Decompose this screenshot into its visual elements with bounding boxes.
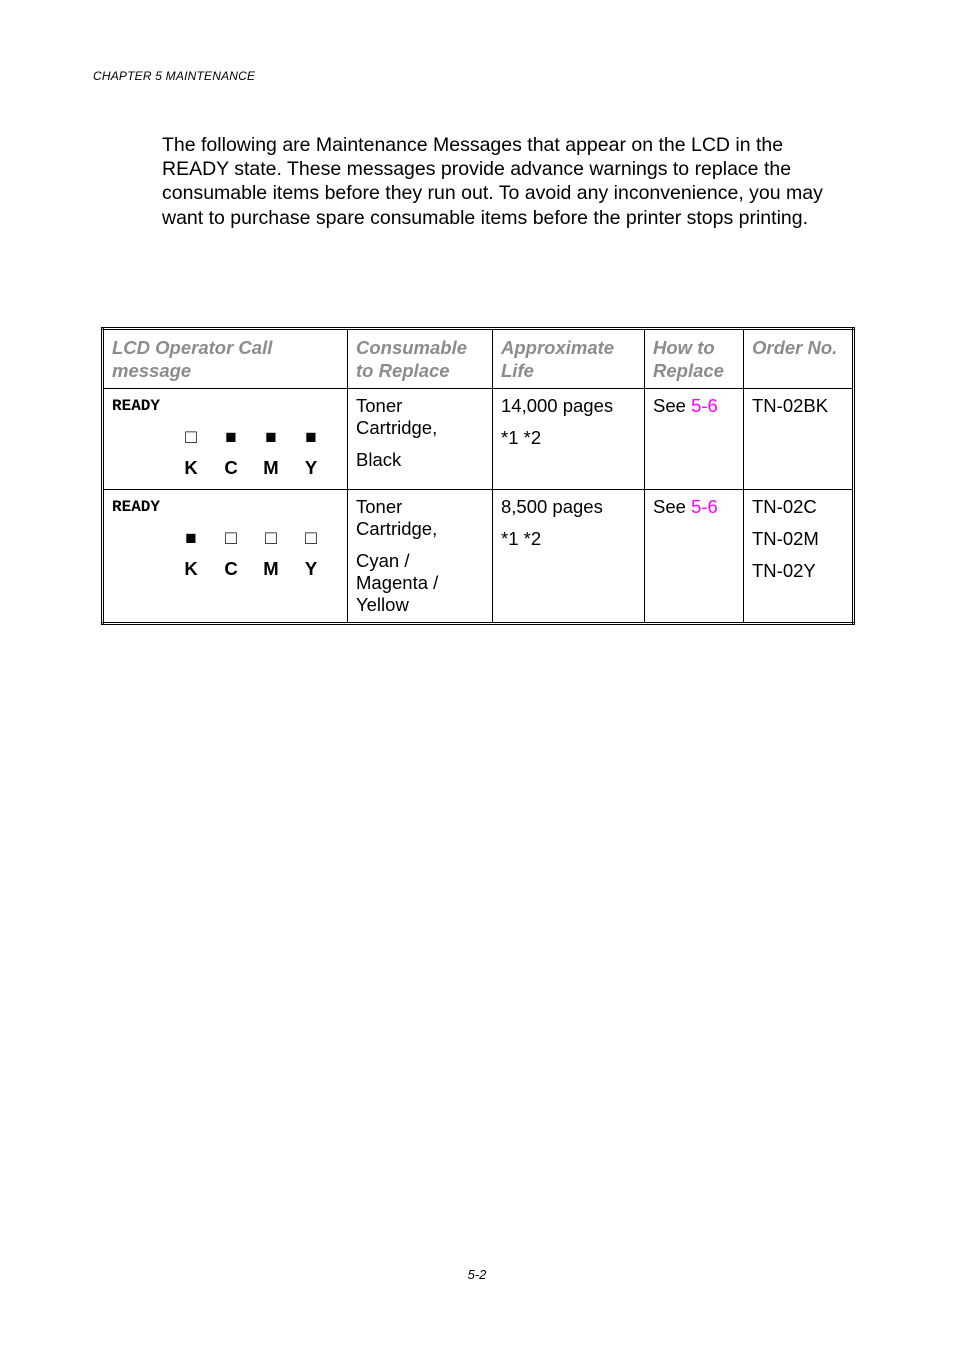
order-number: TN-02BK: [752, 395, 829, 416]
life-pages: 14,000 pages: [501, 395, 614, 416]
header-approximate-life: Approximate Life: [493, 329, 645, 389]
table-row: [103, 490, 854, 624]
letter-y: Y: [304, 457, 318, 478]
order-no-cell: [744, 490, 854, 624]
how-to-replace-cell: [645, 389, 744, 490]
letter-m: M: [263, 558, 279, 579]
letter-y: Y: [304, 558, 318, 579]
lcd-message-cell: [103, 389, 348, 490]
letter-c: C: [224, 457, 238, 478]
how-to-replace-cell: [645, 490, 744, 624]
order-number: TN-02Y: [752, 560, 816, 581]
toner-k-indicator: □: [185, 427, 197, 448]
header-consumable: Consumable to Replace: [348, 329, 493, 389]
toner-y-indicator: ■: [305, 427, 317, 448]
consumable-cell: [348, 389, 493, 490]
consumable-cell: [348, 490, 493, 624]
intro-paragraph: The following are Maintenance Messages that appear on the LCD in the READY state. These messages provide advance warnings to replace the consumable items before they run out. To avoid any inconvenience, you may want to purchase spare consumable items before the printer stops printing.: [162, 134, 823, 229]
toner-k-indicator: ■: [185, 528, 197, 549]
order-number: TN-02M: [752, 528, 819, 549]
life-cell: [493, 389, 645, 490]
toner-letters: [112, 453, 339, 483]
toner-m-indicator: ■: [265, 427, 277, 448]
page-link[interactable]: 5-6: [691, 395, 718, 416]
letter-c: C: [224, 558, 238, 579]
see-text: See: [653, 496, 686, 517]
intro-text: [162, 133, 852, 230]
life-cell: [493, 490, 645, 624]
table-row: [103, 389, 854, 490]
table-header-row: [103, 329, 854, 389]
life-pages: 8,500 pages: [501, 496, 603, 517]
toner-c-indicator: □: [225, 528, 237, 549]
toner-m-indicator: □: [265, 528, 277, 549]
consumable-color: Black: [356, 449, 402, 470]
letter-k: K: [184, 558, 198, 579]
letter-k: K: [184, 457, 198, 478]
order-number: TN-02C: [752, 496, 817, 517]
toner-y-indicator: □: [305, 528, 317, 549]
letter-m: M: [263, 457, 279, 478]
consumable-type: Toner Cartridge,: [356, 496, 438, 539]
toner-c-indicator: ■: [225, 427, 237, 448]
header-how-to-replace: How to Replace: [645, 329, 744, 389]
header-lcd-message: LCD Operator Call message: [103, 329, 348, 389]
lcd-message-cell: [103, 490, 348, 624]
consumable-type: Toner Cartridge,: [356, 395, 438, 438]
life-note: *1 *2: [501, 427, 542, 448]
toner-indicator-squares: [112, 423, 339, 453]
lcd-ready-text: READY: [112, 397, 161, 415]
life-note: *1 *2: [501, 528, 542, 549]
header-order-no: Order No.: [744, 329, 854, 389]
chapter-header: CHAPTER 5 MAINTENANCE: [93, 69, 256, 83]
maintenance-messages-table: [101, 327, 855, 625]
consumable-color: Cyan / Magenta / Yellow: [356, 550, 439, 615]
lcd-ready-text: READY: [112, 498, 161, 516]
toner-indicator-squares: [112, 524, 339, 554]
page-link[interactable]: 5-6: [691, 496, 718, 517]
page-number: 5-2: [467, 1267, 487, 1282]
see-text: See: [653, 395, 686, 416]
order-no-cell: [744, 389, 854, 490]
toner-letters: [112, 554, 339, 584]
